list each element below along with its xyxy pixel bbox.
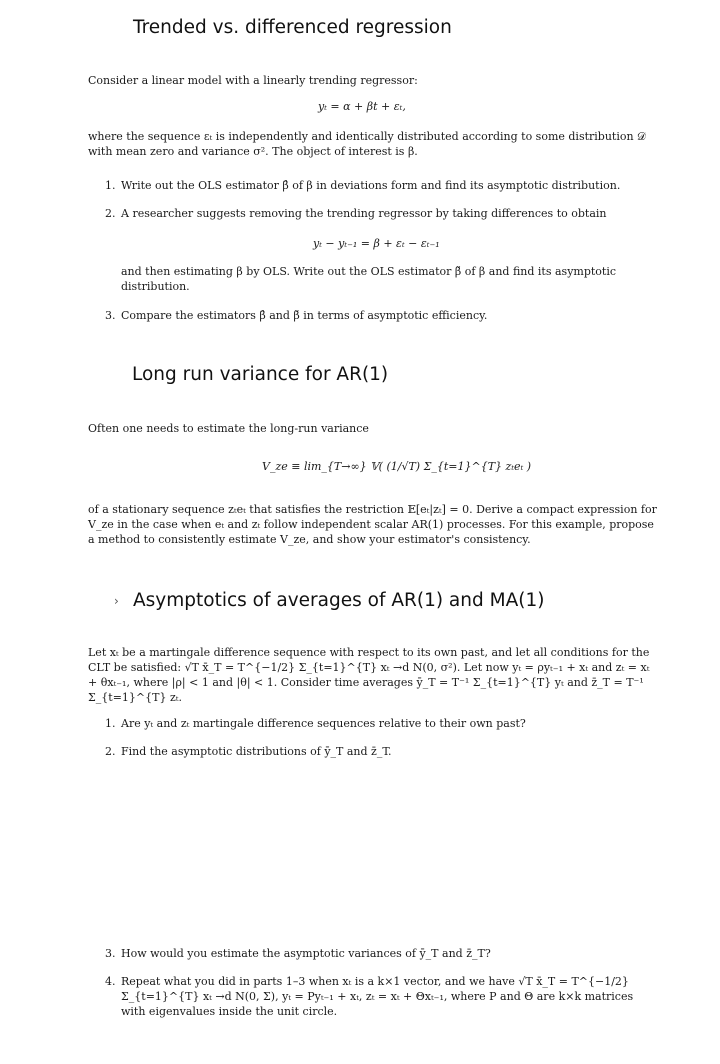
lrv-description: of a stationary sequence zₜeₜ that satisfies the restriction 𝔼[eₜ|zₜ] = 0. Derive a compact expression for V_ze in the case when eₜ and zₜ follow independent scalar AR(1) processes. For this example, propose a method to consistently estimate V_ze, and show your estimator's consistency.	[88, 503, 657, 546]
trended-item-1-number: 1.	[105, 179, 116, 192]
lrv-equation: V_ze ≡ lim_{T→∞} 𝕍( (1/√T) Σ_{t=1}^{T} zₜeₜ )	[262, 460, 532, 473]
asymptotics-item-1-number: 1.	[105, 717, 116, 730]
trended-item-2-text: A researcher suggests removing the trending regressor by taking differences to obtain	[121, 207, 607, 220]
trended-item-2-continuation: and then estimating β by OLS. Write out the OLS estimator β̌ of β and find its asymptotic distribution.	[121, 265, 617, 293]
section-title-long-run-variance: Long run variance for AR(1)	[132, 364, 389, 385]
trended-intro: Consider a linear model with a linearly trending regressor:	[88, 74, 418, 87]
asymptotics-item-3-text: How would you estimate the asymptotic variances of ȳ_T and z̄_T?	[121, 947, 491, 960]
asymptotics-item-4-number: 4.	[105, 975, 116, 988]
asymptotics-item-3-number: 3.	[105, 947, 116, 960]
lrv-intro: Often one needs to estimate the long-run variance	[88, 422, 369, 435]
section-title-asymptotics: Asymptotics of averages of AR(1) and MA(1)	[133, 590, 545, 611]
asymptotics-item-2-text: Find the asymptotic distributions of ȳ_T and z̄_T.	[121, 745, 392, 758]
asymptotics-item-1-text: Are yₜ and zₜ martingale difference sequences relative to their own past?	[121, 717, 526, 730]
trended-item-3-text: Compare the estimators β̂ and β̌ in terms of asymptotic efficiency.	[121, 309, 488, 322]
trended-model-equation: yₜ = α + βt + εₜ,	[318, 100, 406, 113]
trended-item-2-number: 2.	[105, 207, 116, 220]
trended-item-1-text: Write out the OLS estimator β̂ of β in deviations form and find its asymptotic distribution.	[121, 179, 621, 192]
section-marker: ›	[114, 594, 119, 608]
differenced-equation: yₜ − yₜ₋₁ = β + εₜ − εₜ₋₁	[313, 237, 440, 250]
trended-description: where the sequence εₜ is independently and identically distributed according to some distribution 𝒟 with mean zero and variance σ². The object of interest is β.	[88, 130, 646, 158]
section-title-trended: Trended vs. differenced regression	[133, 17, 452, 38]
trended-item-3-number: 3.	[105, 309, 116, 322]
asymptotics-item-2-number: 2.	[105, 745, 116, 758]
asymptotics-item-4-text: Repeat what you did in parts 1–3 when xₜ is a k×1 vector, and we have √T x̄_T = T^{−1/2} Σ_{t=1}^{T} xₜ →d N(0, Σ), yₜ = Pyₜ₋₁ + xₜ, zₜ = xₜ + Θxₜ₋₁, where P and Θ are k×k matrices with eigenvalues inside the unit circle.	[121, 975, 634, 1018]
asymptotics-description: Let xₜ be a martingale difference sequence with respect to its own past, and let all conditions for the CLT be satisfied: √T x̄_T = T^{−1/2} Σ_{t=1}^{T} xₜ →d N(0, σ²). Let now yₜ = ρyₜ₋₁ + xₜ and zₜ = xₜ + θxₜ₋₁, where |ρ| < 1 and |θ| < 1. Consider time averages ȳ_T = T⁻¹ Σ_{t=1}^{T} yₜ and z̄_T = T⁻¹ Σ_{t=1}^{T} zₜ.	[88, 646, 650, 704]
